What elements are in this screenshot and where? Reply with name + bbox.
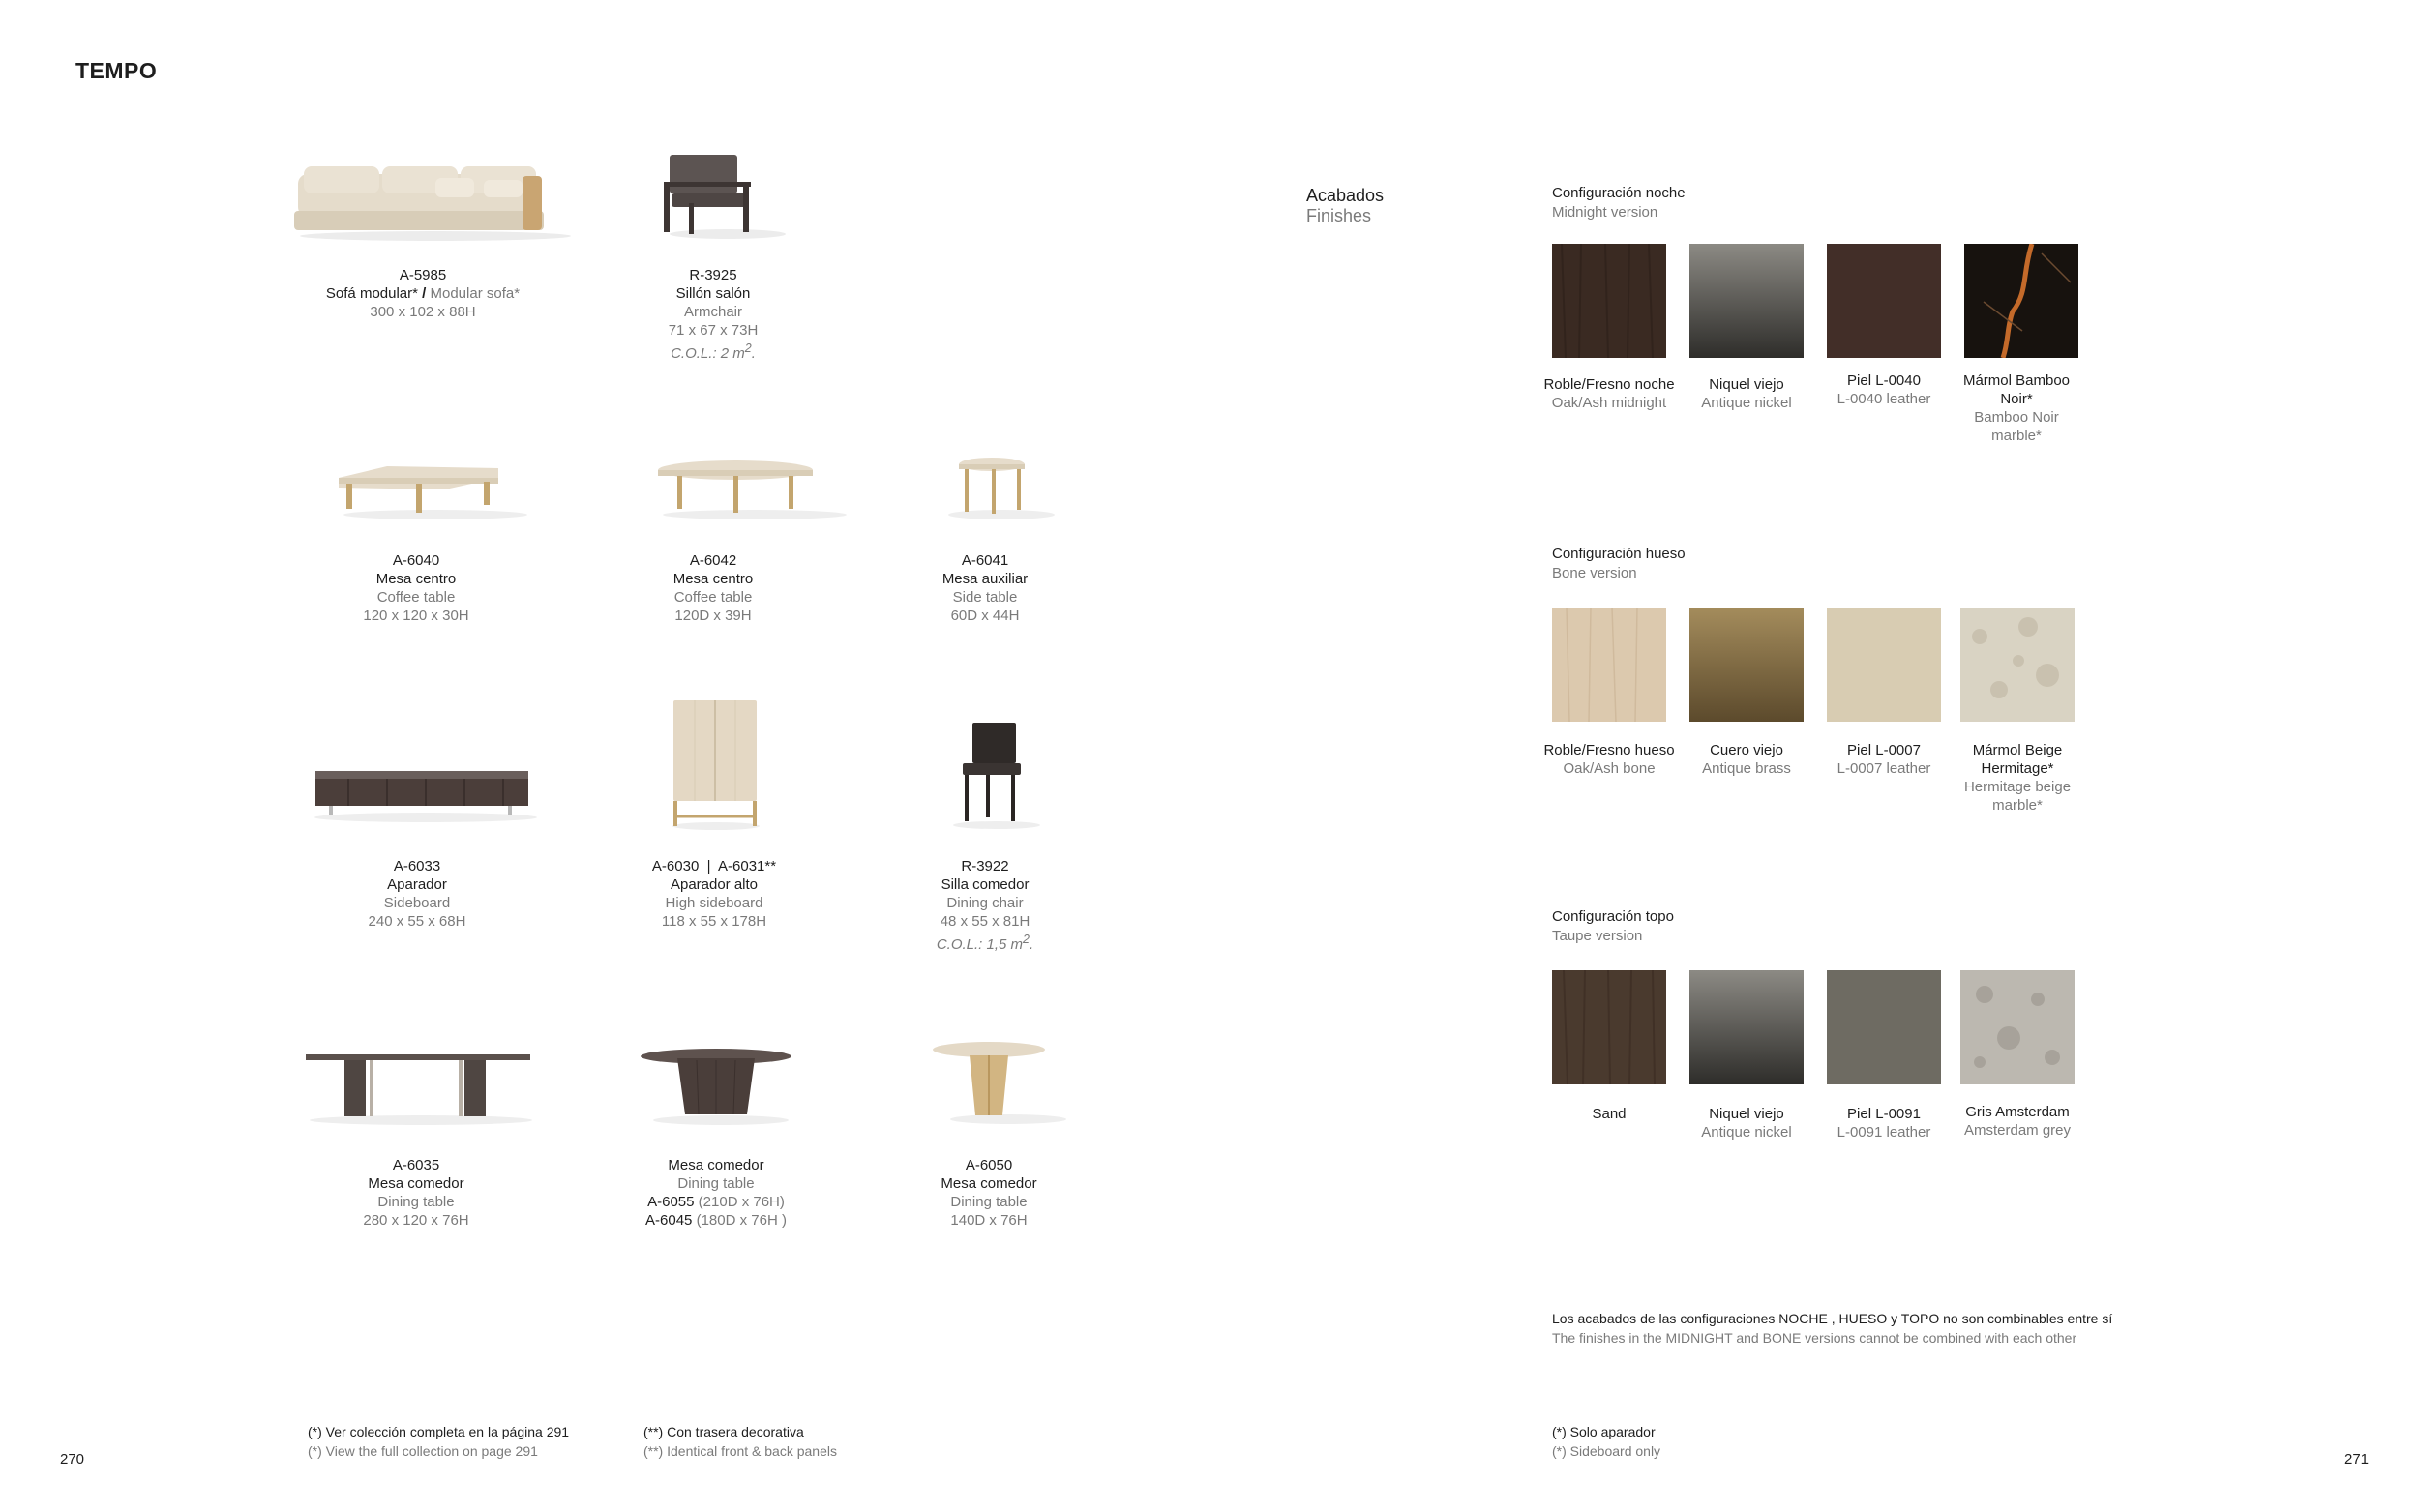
product-mesa-comedor-round — [561, 1156, 871, 1230]
swatch-marble-hermitage — [1960, 608, 2075, 722]
product-name-en: Armchair — [683, 304, 742, 320]
finishes-heading — [1306, 186, 1384, 226]
label-oak-ash-midnight: Roble/Fresno noche Oak/Ash midnight — [1543, 376, 1675, 411]
product-name-es: Sillón salón — [675, 285, 751, 302]
footnote-collection: (*) Ver colección completa en la página 291 (*) View the full collection on page 291 — [308, 1424, 570, 1459]
product-r3925 — [558, 266, 868, 363]
footnote-sideboard-only: (*) Solo aparador (*) Sideboard only — [1552, 1424, 1661, 1459]
product-dims: 60D x 44H — [950, 608, 1020, 624]
label-antique-brass: Cuero viejo Antique brass — [1702, 742, 1791, 777]
product-dims: 71 x 67 x 73H — [668, 322, 759, 339]
dining-chair-image — [943, 721, 1050, 832]
product-dims: 140D x 76H — [950, 1212, 1028, 1229]
swatch-fill — [1827, 608, 1941, 722]
product-a5985 — [268, 266, 578, 321]
product-name-es: Mesa comedor — [668, 1157, 764, 1173]
label-amsterdam-grey: Gris Amsterdam Amsterdam grey — [1963, 1104, 2072, 1139]
section-taupe-title: Configuración topo Taupe version — [1552, 908, 1674, 944]
coffee-table-square-image — [329, 455, 523, 522]
label-oak-ash-bone: Roble/Fresno hueso Oak/Ash bone — [1543, 742, 1675, 777]
product-col: C.O.L.: 2 $m^2$. — [671, 341, 756, 362]
product-dims: 48 x 55 x 81H — [940, 913, 1030, 930]
product-code: A-5985 — [399, 267, 447, 283]
label-leather-l0091: Piel L-0091 L-0091 leather — [1837, 1106, 1931, 1141]
product-code: A-6042 — [689, 552, 737, 569]
label-antique-nickel-2: Niquel viejo Antique nickel — [1701, 1106, 1792, 1141]
product-name-en: Dining chair — [946, 895, 1024, 911]
product-name-en: Dining table — [377, 1194, 455, 1210]
swatch-amsterdam-grey — [1960, 970, 2075, 1084]
label-antique-nickel-1: Niquel viejo Antique nickel — [1701, 376, 1792, 411]
product-name-en: Modular sofa* — [430, 285, 521, 302]
finishes-title-en: Finishes — [1306, 206, 1372, 225]
product-code: A-6030 | A-6031** — [651, 858, 777, 875]
dining-table-round-dark-image — [639, 1045, 803, 1127]
side-table-image — [943, 455, 1079, 522]
product-dims: 120 x 120 x 30H — [363, 608, 469, 624]
product-name-es: Mesa comedor — [368, 1175, 464, 1192]
swatch-leather-l0007 — [1827, 608, 1941, 722]
variant-dims: (180D x 76H ) — [692, 1212, 787, 1229]
swatch-fill — [1827, 970, 1941, 1084]
product-dims: 280 x 120 x 76H — [363, 1212, 469, 1229]
product-a6050 — [834, 1156, 1144, 1230]
swatch-fill-gradient — [1689, 970, 1804, 1084]
swatch-fill-gradient — [1689, 608, 1804, 722]
product-name-en: Sideboard — [383, 895, 451, 911]
product-dims: 120D x 39H — [674, 608, 752, 624]
swatch-antique-nickel-2 — [1689, 970, 1804, 1084]
sofa-image — [290, 155, 581, 242]
product-a6033 — [262, 857, 572, 931]
page-number-left: 270 — [60, 1451, 85, 1468]
sideboard-image — [310, 759, 542, 827]
product-code: A-6040 — [392, 552, 440, 569]
brand-title: TEMPO — [75, 58, 158, 83]
swatch-oak-ash-bone — [1552, 608, 1666, 722]
dining-table-rect-image — [300, 1045, 542, 1127]
label-sand: Sand — [1592, 1106, 1627, 1122]
product-code: A-6050 — [965, 1157, 1013, 1173]
swatch-antique-brass — [1689, 608, 1804, 722]
product-dims: 118 x 55 x 178H — [661, 913, 767, 930]
label-leather-l0040: Piel L-0040 L-0040 leather — [1837, 372, 1931, 407]
product-code: A-6041 — [961, 552, 1009, 569]
product-name-es: Mesa centro — [375, 571, 457, 587]
armchair-image — [650, 145, 795, 242]
swatch-oak-ash-midnight — [1552, 244, 1666, 358]
coffee-table-round-image — [648, 455, 842, 522]
product-dims: 300 x 102 x 88H — [370, 304, 476, 320]
variant-code: A-6045 — [645, 1212, 693, 1229]
finishes-title-es: Acabados — [1306, 186, 1385, 205]
swatch-sand — [1552, 970, 1666, 1084]
product-a6040 — [261, 551, 571, 625]
variant-dims: (210D x 76H) — [694, 1194, 785, 1210]
product-a6035 — [261, 1156, 571, 1230]
product-name-en: Dining table — [677, 1175, 755, 1192]
combination-note: Los acabados de las configuraciones NOCHE , HUESO y TOPO no son combinables entre sí The finishes in the MIDNIGHT and BONE versions cannot be combined with each other — [1552, 1311, 2113, 1346]
dining-table-round-light-image — [931, 1040, 1076, 1127]
variant-code: A-6055 — [647, 1194, 695, 1210]
product-name-en: High sideboard — [665, 895, 763, 911]
product-name-es: Aparador — [387, 876, 447, 893]
product-name-es: Silla comedor — [941, 876, 1030, 893]
product-a6041 — [830, 551, 1140, 625]
product-r3922 — [830, 857, 1140, 954]
swatch-marble-bamboo-noir — [1964, 244, 2078, 358]
swatch-antique-nickel-1 — [1689, 244, 1804, 358]
product-name-es: Sofá modular* — [325, 285, 418, 302]
product-name-en: Side table — [952, 589, 1018, 606]
high-sideboard-image — [668, 697, 764, 832]
product-code: A-6035 — [392, 1157, 440, 1173]
page-number-right: 271 — [2344, 1451, 2370, 1468]
product-name-en: Coffee table — [673, 589, 753, 606]
product-name-es: Mesa comedor — [941, 1175, 1037, 1192]
swatch-fill-gradient — [1689, 244, 1804, 358]
product-a6042 — [558, 551, 868, 625]
product-a6030 — [559, 857, 869, 931]
product-name-en: Dining table — [950, 1194, 1028, 1210]
product-name-es: Mesa centro — [672, 571, 754, 587]
product-name-es: Mesa auxiliar — [941, 571, 1029, 587]
swatch-leather-l0040 — [1827, 244, 1941, 358]
label-marble-bamboo-noir: Mármol Bamboo Noir* Bamboo Noir marble* — [1962, 372, 2071, 444]
swatch-leather-l0091 — [1827, 970, 1941, 1084]
product-code: A-6033 — [393, 858, 441, 875]
product-code: R-3925 — [689, 267, 737, 283]
footnote-back-panels: (**) Con trasera decorativa (**) Identical front & back panels — [643, 1424, 837, 1459]
section-bone-title: Configuración hueso Bone version — [1552, 546, 1686, 581]
product-code: R-3922 — [961, 858, 1009, 875]
label-leather-l0007: Piel L-0007 L-0007 leather — [1837, 742, 1931, 777]
product-name-en: Coffee table — [376, 589, 456, 606]
name-separator: / — [417, 285, 431, 302]
label-marble-hermitage: Mármol Beige Hermitage* Hermitage beige marble* — [1963, 742, 2072, 814]
product-col: C.O.L.: 1,5 $m^2$. — [936, 933, 1034, 953]
product-name-es: Aparador alto — [670, 876, 759, 893]
section-midnight-title: Configuración noche Midnight version — [1552, 185, 1686, 221]
product-dims: 240 x 55 x 68H — [368, 913, 466, 930]
